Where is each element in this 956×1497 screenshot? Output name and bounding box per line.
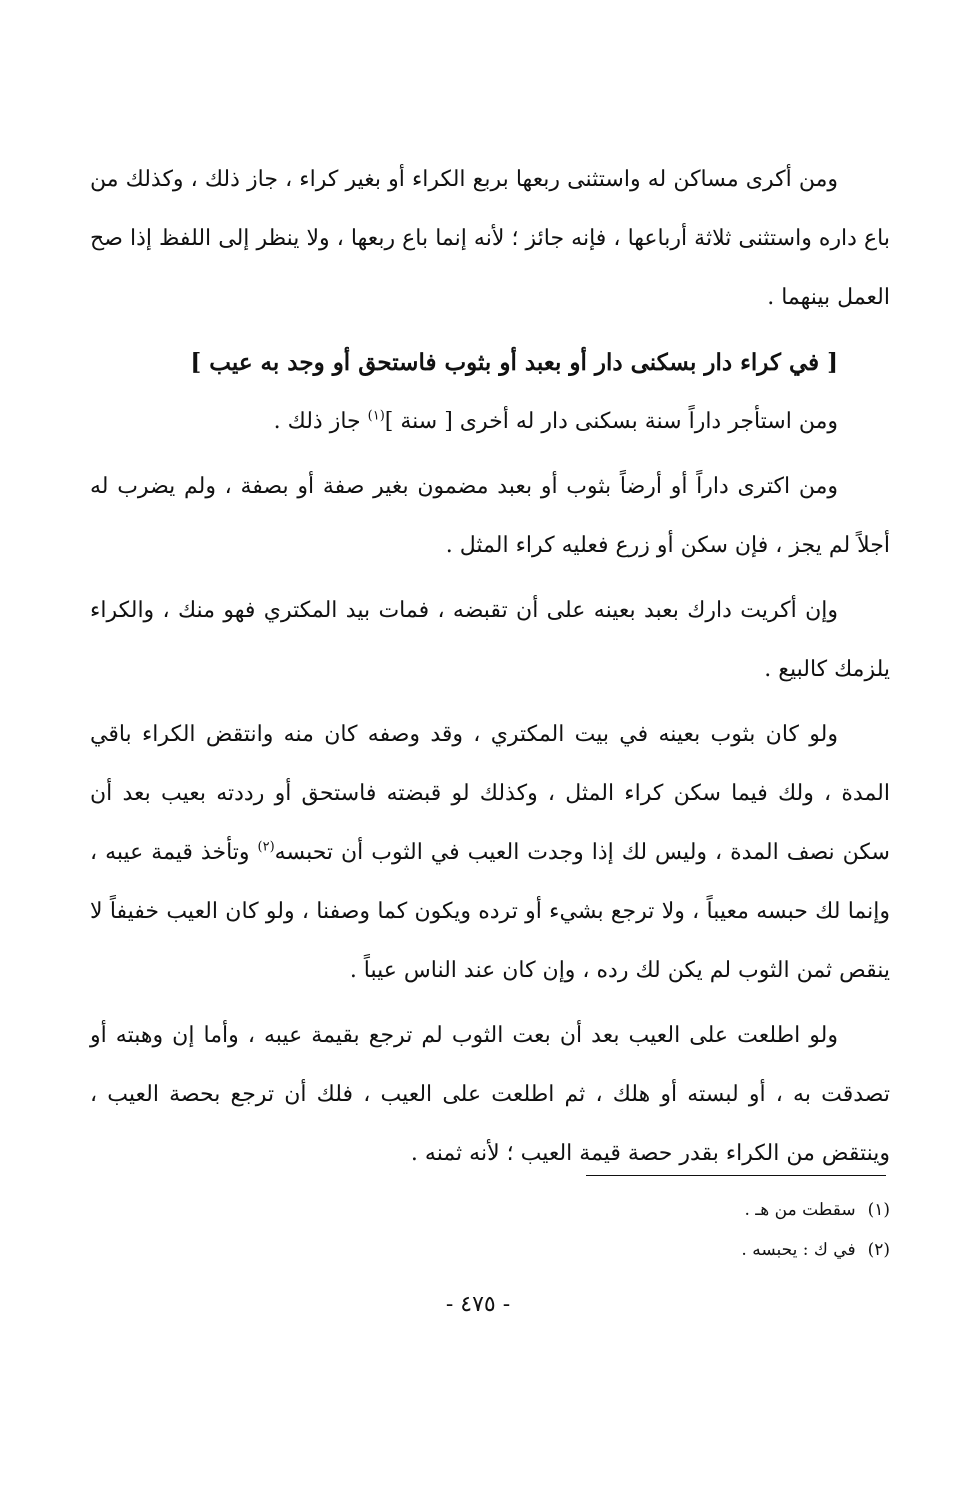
paragraph-2-text-before: ومن استأجر داراً سنة بسكنى دار له أخرى [ سنة ] (384, 409, 838, 434)
paragraph-2 (90, 392, 890, 451)
main-text (90, 150, 890, 1183)
section-heading (90, 333, 890, 392)
footnote-ref-1: (١) (367, 408, 385, 424)
footnote-2-number: (٢) (867, 1240, 890, 1260)
footnote-1-text: سقطت من هـ . (744, 1200, 856, 1220)
page-number: - ٤٧٥ - (445, 1292, 511, 1317)
footnote-2-text: في ك : يحبسه . (741, 1240, 856, 1260)
paragraph-3 (90, 457, 890, 575)
paragraph-6-text: ولو اطلعت على العيب بعد أن بعت الثوب لم ترجع بقيمة عيبه ، وأما إن وهبته أو تصدقت به ، أو لبسته أو هلك ، ثم اطلعت على العيب ، فلك أن ترجع بحصة العيب ، وينتقض من الكراء بقدر حصة قيمة العيب ؛ لأنه ثمنه . (90, 1023, 890, 1166)
section-heading-text: [ في كراء دار بسكنى دار أو بعبد أو بثوب فاستحق أو وجد به عيب ] (190, 349, 838, 376)
paragraph-4 (90, 581, 890, 699)
footnote-2 (290, 1230, 890, 1270)
paragraph-1 (90, 150, 890, 327)
paragraph-3-text: ومن اكترى داراً أو أرضاً بثوب أو بعبد مضمون بغير صفة أو بصفة ، ولم يضرب له أجلاً لم يجز ، فإن سكن أو زرع فعليه كراء المثل . (90, 474, 890, 558)
paragraph-1-text: ومن أكرى مساكن له واستثنى ربعها بربع الكراء أو بغير كراء ، جاز ذلك ، وكذلك من باع داره واستثنى ثلاثة أرباعها ، فإنه جائز ؛ لأنه إنما باع ربعها ، ولا ينظر إلى اللفظ إذا صح العمل بينهما . (90, 167, 890, 310)
paragraph-5 (90, 705, 890, 1000)
footnote-1-number: (١) (867, 1200, 890, 1220)
footnote-1 (290, 1190, 890, 1230)
paragraph-5-text-before: ولو كان بثوب بعينه في بيت المكتري ، وقد وصفه كان منه وانتقض الكراء باقي المدة ، ولك فيما سكن كراء المثل ، وكذلك لو قبضته فاستحق أو رددته بعيب بعد أن سكن نصف المدة ، وليس لك إذا وجدت العيب في الثوب أن تحبسه (90, 722, 890, 865)
paragraph-6 (90, 1006, 890, 1183)
paragraph-4-text: وإن أكريت دارك بعبد بعينه على أن تقبضه ، فمات بيد المكتري فهو منك ، والكراء يلزمك كالبيع . (90, 598, 890, 682)
footnote-divider (586, 1175, 886, 1176)
footnotes (290, 1190, 890, 1270)
footnote-ref-2: (٢) (257, 839, 275, 855)
paragraph-2-text-after: جاز ذلك . (273, 409, 368, 434)
paragraph-5-text-after: وتأخذ قيمة عيبه ، وإنما لك حبسه معيباً ، ولا ترجع بشيء أو ترده ويكون كما وصفنا ، ولو كان العيب خفيفاً لا ينقص ثمن الثوب لم يكن لك رده ، وإن كان عند الناس عيباً . (90, 840, 890, 983)
